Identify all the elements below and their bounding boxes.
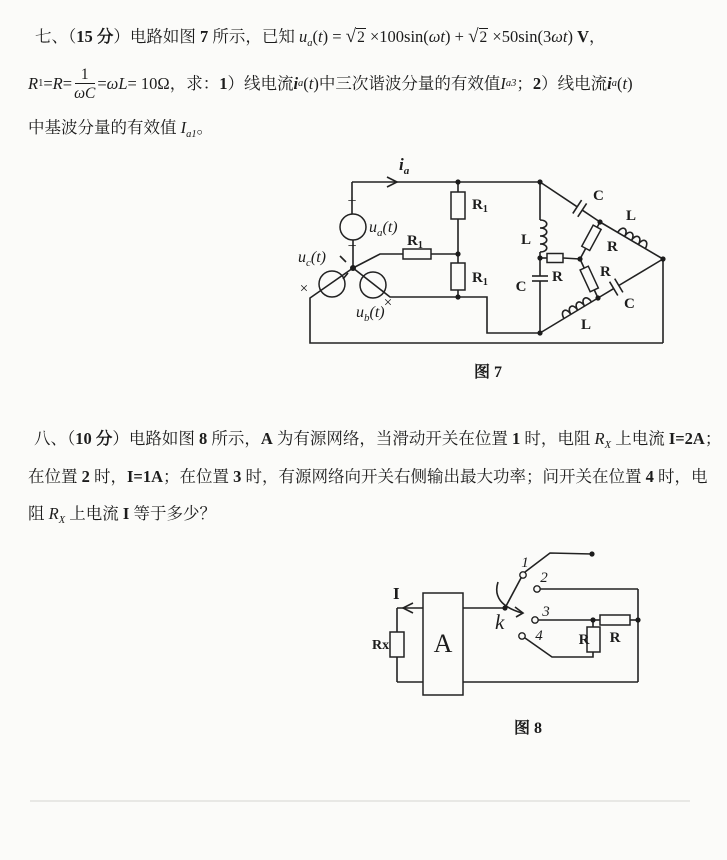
problem8-line1 xyxy=(34,428,721,457)
radical-sign: √ xyxy=(345,26,357,47)
label-R-horizontal: R xyxy=(609,630,621,646)
p8l2-text1: 在位置 xyxy=(28,467,82,486)
R1-sub: 1 xyxy=(482,277,488,288)
math-result: = 10Ω，求： xyxy=(127,74,220,93)
math-volt: V xyxy=(577,27,589,46)
label-C-left: C xyxy=(515,279,527,295)
uc-t: (t) xyxy=(310,249,326,266)
ua-minus: − xyxy=(347,238,357,255)
p8-pos3: 3 xyxy=(233,467,242,486)
contact-1 xyxy=(520,572,526,578)
p8-points: 10 分 xyxy=(75,429,113,448)
math-R: R xyxy=(52,74,63,93)
label-pos2: 2 xyxy=(540,570,548,586)
p8-text4: 时，电阻 xyxy=(520,429,595,448)
fig8-labels xyxy=(372,555,621,737)
p7-fignum: 7 xyxy=(200,27,209,46)
math-Rx: R xyxy=(48,504,59,523)
ub-u: u xyxy=(356,304,364,321)
math-i-sub: a xyxy=(298,78,304,89)
R1-sub: 1 xyxy=(417,240,423,251)
q1-text2: 中三次谐波分量的有效值 xyxy=(318,74,501,93)
label-ub xyxy=(356,304,385,324)
wire-step xyxy=(458,297,540,333)
p8-text3: 为有源网络，当滑动开关在位置 xyxy=(272,429,513,448)
label-R1-horizontal xyxy=(407,233,423,251)
pos1-terminal xyxy=(589,551,594,556)
label-R-horizontal: R xyxy=(552,269,563,285)
node-R-junction xyxy=(590,617,595,622)
radicand: 2 xyxy=(479,29,488,46)
label-I: I xyxy=(393,584,400,603)
math-plus: ) + xyxy=(445,27,469,46)
contact-2 xyxy=(534,586,540,592)
capacitor-C-top-plate2 xyxy=(578,203,587,216)
math-I-sub: a3 xyxy=(505,78,517,89)
fig8-components xyxy=(390,551,641,695)
R1-R: R xyxy=(472,197,483,213)
ua-t: (t) xyxy=(382,219,398,236)
math-R1-sub: 1 xyxy=(38,78,44,89)
ua-sub: a xyxy=(377,227,383,239)
wire-delta-bot1 xyxy=(598,289,614,298)
inductor-L-left xyxy=(540,220,547,252)
label-pos4: 4 xyxy=(535,628,543,644)
p8-intro: 八、（ xyxy=(34,429,76,448)
resistor-R1-top xyxy=(451,192,465,219)
inductor-L-topright xyxy=(618,227,649,249)
resistor-R-horizontal xyxy=(600,615,630,625)
math-Rx: R xyxy=(594,429,605,448)
math-eq: ) = xyxy=(322,27,346,46)
problem8-line2 xyxy=(28,466,708,488)
p8-text5: 上电流 xyxy=(611,429,669,448)
label-L-bottom: L xyxy=(581,317,592,333)
switch-arm xyxy=(505,578,521,608)
R1-R: R xyxy=(472,270,483,286)
math-term: ×50sin(3 xyxy=(488,27,552,46)
p8-pos1: 1 xyxy=(512,429,521,448)
resistor-R-upper xyxy=(576,220,604,261)
label-L-left: L xyxy=(520,232,532,248)
p7-comma: ， xyxy=(588,27,606,46)
ia-sub: a xyxy=(403,165,410,177)
R1-sub: 1 xyxy=(482,204,488,215)
p8-current2: I=1A xyxy=(127,467,163,486)
label-R-upper: R xyxy=(607,239,618,255)
label-ua xyxy=(369,219,398,239)
voltage-source-ub xyxy=(360,272,386,298)
q2-text: ）线电流 xyxy=(541,74,608,93)
label-Rx: Rx xyxy=(372,638,390,653)
resistor-Rx xyxy=(390,632,404,657)
math-paren: ( xyxy=(616,74,623,93)
period: 。 xyxy=(196,118,214,137)
p8l3-text3: 等于多少？ xyxy=(129,504,216,523)
math-eq: = xyxy=(62,74,73,93)
math-wt: ωt xyxy=(551,27,568,46)
label-R-vertical: R xyxy=(578,632,590,648)
math-paren: ( xyxy=(312,27,318,46)
problem7-line2 xyxy=(28,63,633,105)
ua-plus: + xyxy=(347,193,357,210)
q2-num: 2 xyxy=(532,74,542,93)
p7-intro: 七、（ xyxy=(35,27,77,46)
math-i-sub: a xyxy=(611,78,617,89)
fraction-denominator: ωC xyxy=(74,85,96,102)
ua-u: u xyxy=(369,219,377,236)
math-term: ×100sin( xyxy=(365,27,429,46)
q1-text: ）线电流 xyxy=(227,74,294,93)
p7-points: 15 分 xyxy=(76,27,114,46)
wire-delta-top2 xyxy=(582,210,600,222)
R1-R: R xyxy=(407,233,418,249)
resistor-R-lower xyxy=(576,257,602,300)
label-C-top: C xyxy=(593,188,604,204)
math-close: ) xyxy=(567,27,578,46)
math-paren: ) xyxy=(627,74,633,93)
math-I-sub: a1 xyxy=(186,129,197,140)
uc-u: u xyxy=(298,249,306,266)
label-ia xyxy=(399,155,410,177)
resistor-R1-bottom xyxy=(451,263,465,290)
ub-polarity: × xyxy=(383,295,393,311)
scan-artifact-line xyxy=(30,800,690,802)
inductor-L-bottom xyxy=(561,296,592,318)
label-C-bottom: C xyxy=(624,296,635,312)
ia-i: i xyxy=(399,155,404,174)
label-pos1: 1 xyxy=(521,555,529,571)
figure8-circuit-diagram xyxy=(365,545,650,745)
p8-semi: ； xyxy=(704,429,722,448)
uc-sub: c xyxy=(306,257,311,269)
label-A: A xyxy=(433,629,453,658)
capacitor-C-bottom-plate2 xyxy=(615,279,623,293)
label-uc xyxy=(298,249,326,269)
p8-text2: 所示， xyxy=(207,429,261,448)
semicolon: ； xyxy=(516,74,533,93)
node-rail xyxy=(635,617,640,622)
math-eq: = xyxy=(97,74,107,93)
p8l3-text1: 阻 xyxy=(28,504,49,523)
label-R1-top xyxy=(472,197,488,215)
math-I: I xyxy=(180,118,187,137)
math-u: u xyxy=(299,27,308,46)
capacitor-C-bottom-plate1 xyxy=(610,282,618,296)
label-R1-bottom xyxy=(472,270,488,288)
ub-t: (t) xyxy=(369,304,385,321)
p8l2-text4: 时，有源网络向开关右侧输出最大功率；问开关在位置 xyxy=(241,467,646,486)
math-paren: ) xyxy=(313,74,319,93)
p8-I: I xyxy=(122,504,130,523)
neutral-tick-1 xyxy=(340,256,346,262)
capacitor-C-top-plate1 xyxy=(573,200,582,213)
q1-num: 1 xyxy=(219,74,228,93)
p8-pos2: 2 xyxy=(81,467,90,486)
uc-polarity: × xyxy=(299,281,309,297)
wire-delta-bot2 xyxy=(619,259,663,286)
ub-sub: b xyxy=(364,312,370,324)
fraction-numerator: 1 xyxy=(75,66,95,84)
p7l3-text: 中基波分量的有效值 xyxy=(28,118,181,137)
math-I: I xyxy=(500,74,506,93)
math-Rx-sub: X xyxy=(604,440,612,451)
math-wt: ωt xyxy=(428,27,446,46)
fraction xyxy=(74,66,95,102)
voltage-source-ua xyxy=(340,214,366,240)
fig7-nodes xyxy=(350,179,666,335)
math-t: t xyxy=(318,27,323,46)
radical-sign: √ xyxy=(468,26,479,47)
contact-3 xyxy=(532,617,538,623)
figure7-circuit-diagram xyxy=(290,150,680,385)
math-u-sub: a xyxy=(307,38,313,49)
p7-text: ）电路如图 xyxy=(113,27,200,46)
wire-pos1-out xyxy=(525,553,592,572)
voltage-source-uc xyxy=(319,271,345,297)
p8-current1: I=2A xyxy=(668,429,705,448)
p8-fignum: 8 xyxy=(199,429,208,448)
math-paren: ( xyxy=(303,74,309,93)
math-t: t xyxy=(622,74,628,93)
label-L-topright: L xyxy=(626,208,637,224)
p8l2-text2: 时， xyxy=(89,467,127,486)
wire-delta-top1 xyxy=(540,182,577,207)
label-R-lower: R xyxy=(600,264,611,280)
p8-pos4: 4 xyxy=(645,467,654,486)
math-i: i xyxy=(607,74,612,93)
label-pos3: 3 xyxy=(542,604,550,620)
problem7-line1 xyxy=(35,26,605,55)
figure7-caption: 图 7 xyxy=(473,364,503,381)
p8-text: ）电路如图 xyxy=(112,429,199,448)
resistor-R-horizontal xyxy=(547,254,563,263)
math-t: t xyxy=(308,74,314,93)
math-eq: = xyxy=(43,74,53,93)
contact-4 xyxy=(519,633,525,639)
math-R1: R xyxy=(28,74,39,93)
p8l3-text2: 上电流 xyxy=(65,504,123,523)
label-k: k xyxy=(495,610,505,634)
problem7-line3 xyxy=(28,117,213,146)
math-Rx-sub: X xyxy=(58,515,66,526)
p8l2-text5: 时，电 xyxy=(653,467,708,486)
p8l2-text3: ；在位置 xyxy=(163,467,234,486)
radicand: 2 xyxy=(357,29,365,46)
problem8-line3 xyxy=(28,503,216,532)
math-i: i xyxy=(293,74,299,93)
figure8-caption: 图 8 xyxy=(513,720,543,737)
p8-A: A xyxy=(260,429,273,448)
p7-text2: 所示，已知 xyxy=(208,27,299,46)
math-wL: ωL xyxy=(106,74,128,93)
